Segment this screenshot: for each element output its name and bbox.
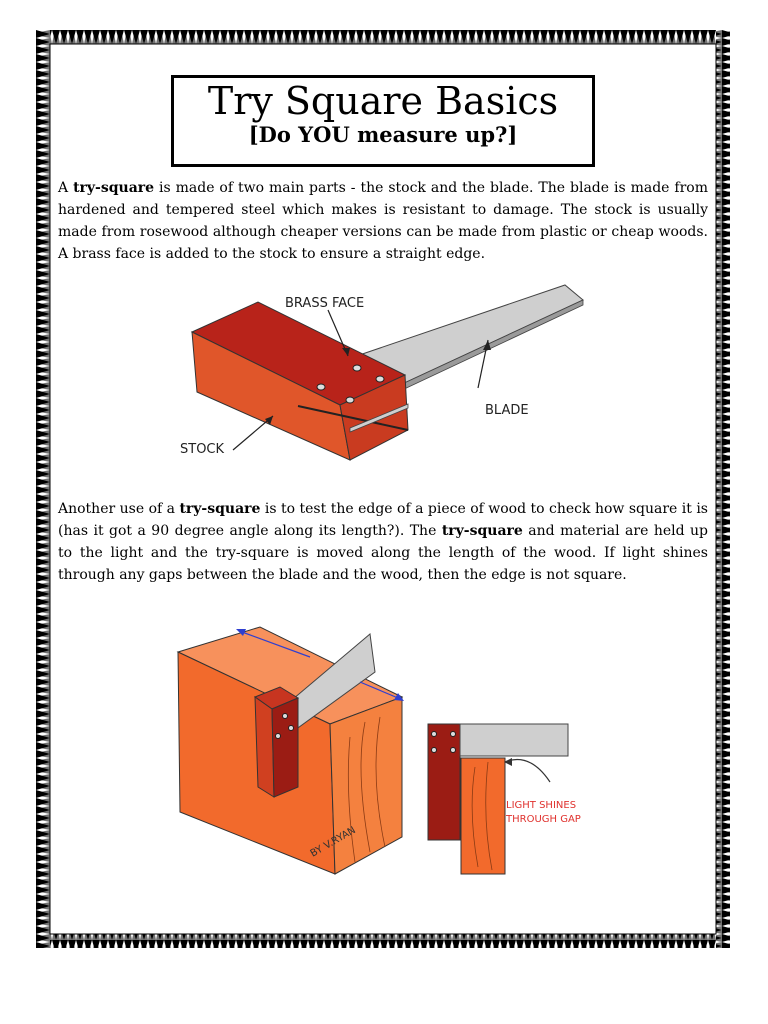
rivet [317,384,325,390]
label-brass-face: BRASS FACE [285,296,365,311]
rivet [289,726,294,731]
label-stock: STOCK [180,442,225,457]
try-square-parts-diagram [170,280,600,475]
text-span: A [58,180,74,196]
test-stock-front [272,698,298,797]
rivet [451,748,456,753]
rivet [346,397,354,403]
diagram-credit: BY V.RYAN [308,824,358,860]
text-span: is to test the edge of a piece of wood to check how square it is (has it got a 90 degree angle along its length?). The [58,501,708,539]
side-wood [461,758,505,874]
paragraph-parts [58,177,708,265]
bold-term: try-square [73,180,155,196]
title-box [171,75,595,167]
paragraph-testing [58,498,708,586]
rivet [451,732,456,737]
rivet [376,376,384,382]
side-blade [460,724,568,756]
text-span: is made of two main parts - the stock and the blade. The blade is made from hardened and tempered steel which makes is resistant to damage. The stock is usually made from rosewood although cheaper versions can be made from plastic or cheap woods. A brass face is added to the stock to ensure a straight edge. [58,180,708,262]
text-span: Another use of a [58,501,180,517]
side-stock [428,724,460,840]
rivet [432,748,437,753]
label-light-line2: THROUGH GAP [506,814,581,825]
label-blade: BLADE [485,403,529,418]
rivet [353,365,361,371]
rivet [432,732,437,737]
test-stock-side [255,697,274,797]
wood-end [330,697,402,874]
rivet [276,734,281,739]
bold-term: try-square [179,501,261,517]
rivet [283,714,288,719]
page-title: Try Square Basics [207,79,559,123]
edge-testing-diagram [170,612,600,877]
bold-term: try-square [441,523,523,539]
label-light-line1: LIGHT SHINES [506,800,577,811]
text-span: and material are held up to the light and the try-square is moved along the length of the wood. If light shines through any gaps between the blade and the wood, then the edge is not square. [58,523,708,583]
page-subtitle: [Do YOU measure up?] [248,122,518,147]
